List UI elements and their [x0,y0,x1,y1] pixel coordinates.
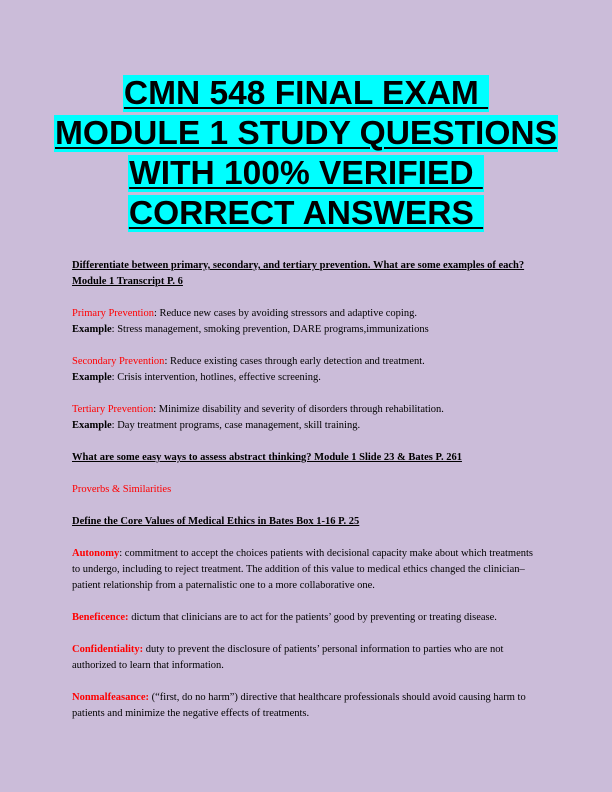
nonmalfeasance-term: Nonmalfeasance: [72,692,149,703]
tertiary-prevention-block [72,402,540,434]
title-line-4: CORRECT ANSWERS [128,195,484,232]
secondary-example-line [72,370,540,386]
tertiary-prevention-line [72,402,540,418]
beneficence-block [72,610,540,626]
autonomy-block [72,546,540,594]
tertiary-example-text: : Day treatment programs, case management, skill training. [111,420,361,431]
primary-prevention-block [72,306,540,338]
document-body [72,258,540,738]
secondary-prevention-block [72,354,540,386]
title-line-3: WITH 100% VERIFIED [129,155,483,192]
tertiary-prevention-term: Tertiary Prevention [72,404,154,415]
tertiary-example-line [72,418,540,434]
primary-prevention-definition: : Reduce new cases by avoiding stressors and adaptive coping. [153,308,417,319]
tertiary-prevention-definition: : Minimize disability and severity of disorders through rehabilitation. [153,404,444,415]
confidentiality-term: Confidentiality: [72,644,144,655]
tertiary-example-label: Example [72,420,112,431]
beneficence-term: Beneficence: [72,612,129,623]
confidentiality-text: duty to prevent the disclosure of patients’ personal information to parties who are not authorized to learn that information. [72,644,504,671]
nonmalfeasance-text: (“first, do no harm”) directive that healthcare professionals should avoid causing harm to patients and minimize the negative effects of treatments. [72,692,526,719]
secondary-prevention-definition: : Reduce existing cases through early detection and treatment. [164,356,425,367]
beneficence-text: dictum that clinicians are to act for the patients’ good by preventing or treating disease. [128,612,497,623]
document-title [0,74,612,234]
primary-example-label: Example [72,324,112,335]
secondary-prevention-line [72,354,540,370]
autonomy-text: : commitment to accept the choices patients with decisional capacity make about which treatments to undergo, including to reject treatment. The addition of this value to medical ethics changed the clinician–patient relationship from a paternalistic one to a more collaborative one. [72,548,534,591]
secondary-example-text: : Crisis intervention, hotlines, effective screening. [111,372,321,383]
secondary-prevention-term: Secondary Prevention [72,356,165,367]
nonmalfeasance-block [72,690,540,722]
question-abstract-thinking: What are some easy ways to assess abstract thinking? Module 1 Slide 23 & Bates P. 261 [72,452,462,463]
primary-prevention-line [72,306,540,322]
title-line-2: MODULE 1 STUDY QUESTIONS [55,115,557,152]
answer-abstract-thinking: Proverbs & Similarities [72,484,172,495]
title-line-1: CMN 548 FINAL EXAM [123,75,489,112]
question-medical-ethics: Define the Core Values of Medical Ethics in Bates Box 1-16 P. 25 [72,516,360,527]
primary-example-line [72,322,540,338]
question-prevention: Differentiate between primary, secondary, and tertiary prevention. What are some examples of each? Module 1 Transcript P. 6 [72,260,525,287]
confidentiality-block [72,642,540,674]
primary-prevention-term: Primary Prevention [72,308,154,319]
secondary-example-label: Example [72,372,112,383]
primary-example-text: : Stress management, smoking prevention, DARE programs,immunizations [111,324,429,335]
autonomy-term: Autonomy [72,548,120,559]
